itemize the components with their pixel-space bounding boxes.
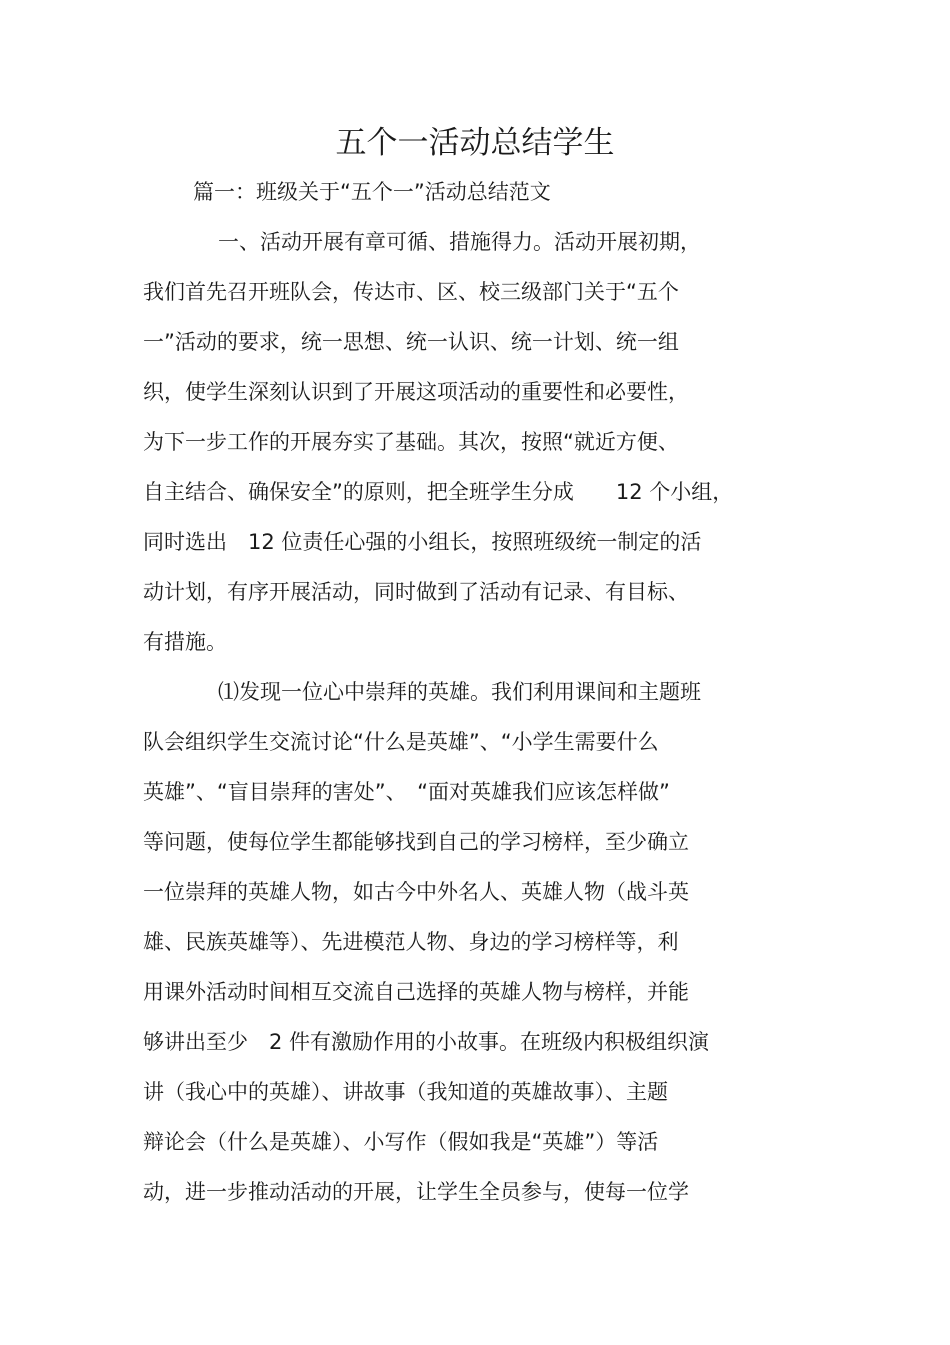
text-line: 有措施。 <box>143 630 227 654</box>
text-line: 用课外活动时间相互交流自己选择的英雄人物与榜样，并能 <box>143 980 689 1004</box>
text-line: 我们首先召开班队会，传达市、区、校三级部门关于“五个 <box>143 280 679 304</box>
text-line: ⑴发现一位心中崇拜的英雄。我们利用课间和主题班 <box>218 680 701 704</box>
text-line: 为下一步工作的开展夯实了基础。其次，按照“就近方便、 <box>143 430 679 454</box>
text-line: 英雄”、“盲目崇拜的害处”、 “面对英雄我们应该怎样做” <box>143 780 670 804</box>
text-line: 织，使学生深刻认识到了开展这项活动的重要性和必要性， <box>143 380 689 404</box>
document-subtitle: 篇一：班级关于“五个一”活动总结范文 <box>193 180 551 204</box>
text-line: 同时选出 12 位责任心强的小组长，按照班级统一制定的活 <box>143 530 702 554</box>
text-line: 一”活动的要求，统一思想、统一认识、统一计划、统一组 <box>143 330 679 354</box>
text-line: 动计划，有序开展活动，同时做到了活动有记录、有目标、 <box>143 580 689 604</box>
text-line: 动，进一步推动活动的开展，让学生全员参与，使每一位学 <box>143 1180 689 1204</box>
text-line: 够讲出至少 2 件有激励作用的小故事。在班级内积极组织演 <box>143 1030 710 1054</box>
text-line: 队会组织学生交流讨论“什么是英雄”、“小学生需要什么 <box>143 730 659 754</box>
text-line: 一、活动开展有章可循、措施得力。活动开展初期， <box>218 230 701 254</box>
text-line: 雄、民族英雄等）、先进模范人物、身边的学习榜样等，利 <box>143 930 679 954</box>
text-line: 辩论会（什么是英雄）、小写作（假如我是“英雄”）等活 <box>143 1130 659 1154</box>
text-line: 一位崇拜的英雄人物，如古今中外名人、英雄人物（战斗英 <box>143 880 689 904</box>
document-title: 五个一活动总结学生 <box>335 125 615 161</box>
text-line: 讲（我心中的英雄）、讲故事（我知道的英雄故事）、主题 <box>143 1080 668 1104</box>
text-line: 等问题，使每位学生都能够找到自己的学习榜样，至少确立 <box>143 830 689 854</box>
text-line: 自主结合、确保安全”的原则，把全班学生分成 12 个小组， <box>143 480 734 504</box>
